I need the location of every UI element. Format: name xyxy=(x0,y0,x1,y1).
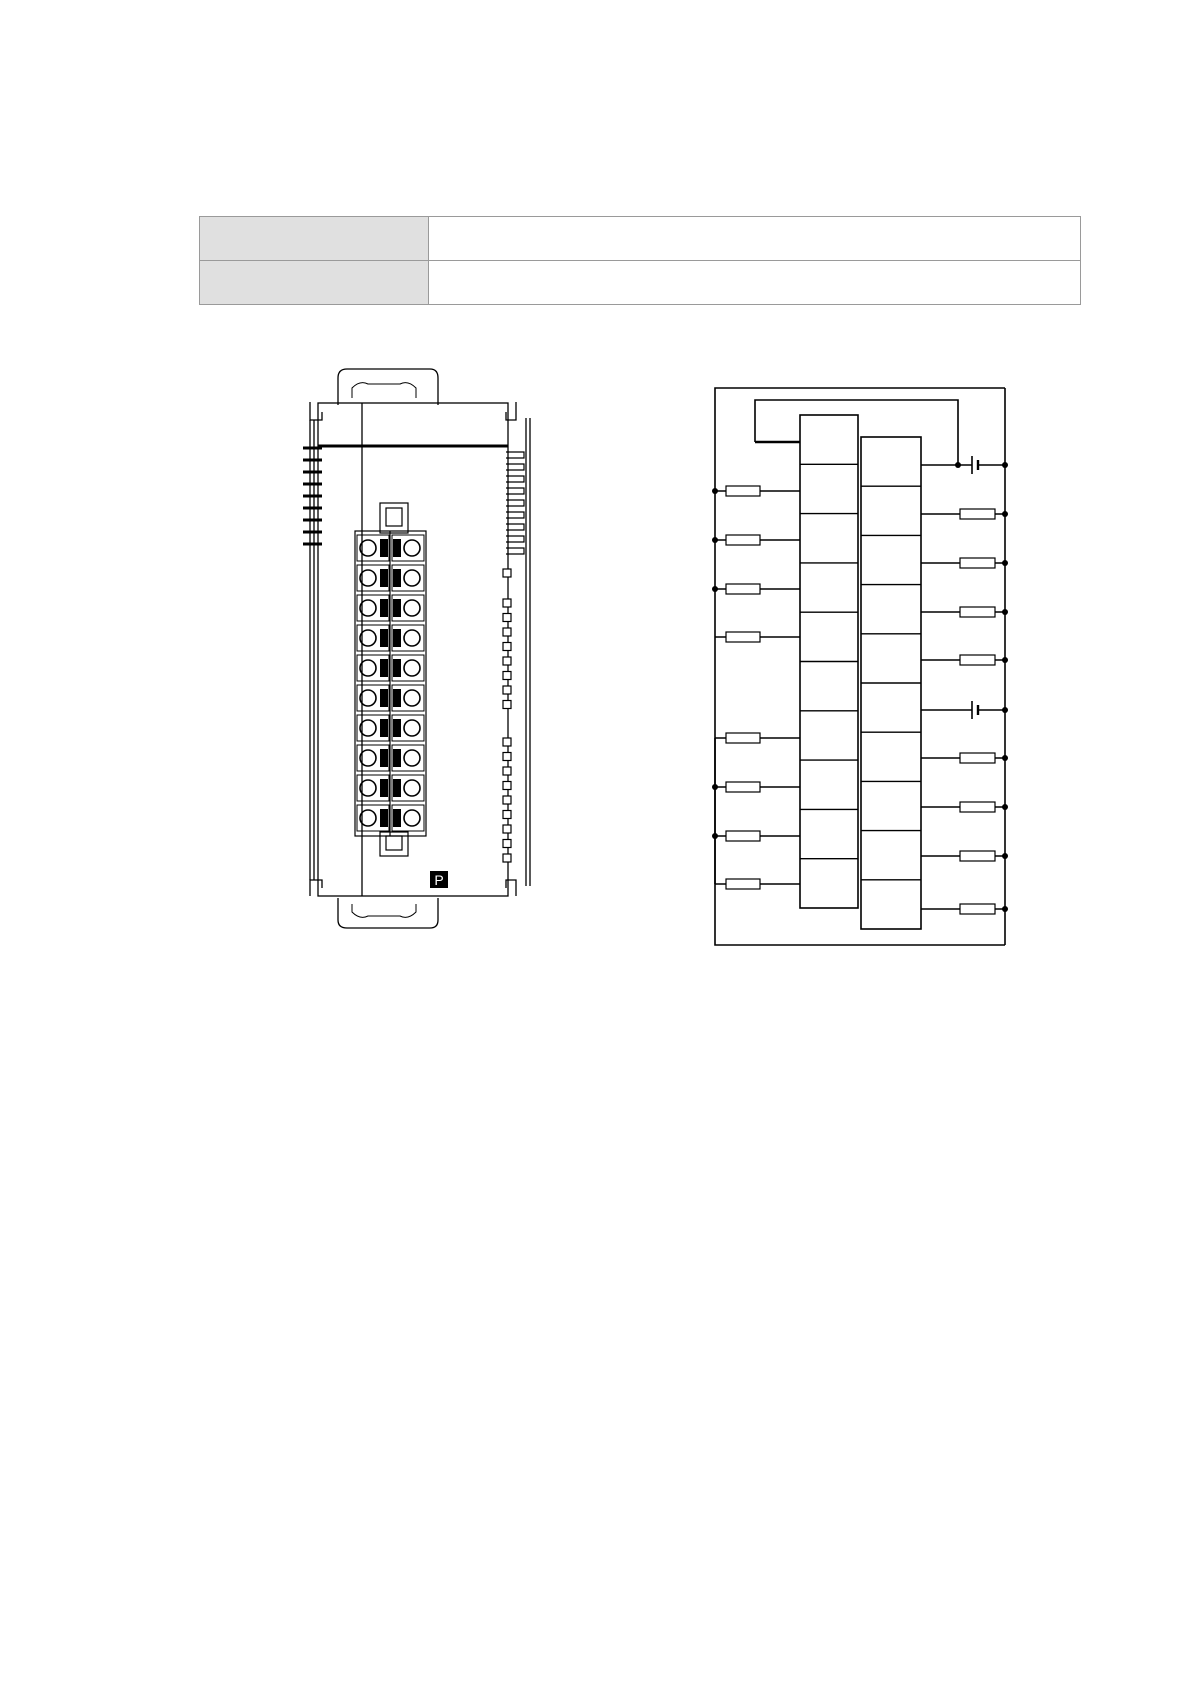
led-indicator xyxy=(503,738,511,746)
terminal-clamp xyxy=(393,689,401,707)
terminal-screw xyxy=(404,600,420,616)
led-indicator xyxy=(503,628,511,636)
right-vent-slot xyxy=(506,524,524,530)
terminal-screw xyxy=(404,690,420,706)
resistor xyxy=(960,753,995,763)
resistor xyxy=(726,535,760,545)
junction-dot xyxy=(1002,560,1008,566)
led-indicator xyxy=(503,825,511,833)
right-vent-slot xyxy=(506,548,524,554)
junction-dot xyxy=(1002,906,1008,912)
terminal-clamp xyxy=(380,629,388,647)
terminal-clamp xyxy=(393,659,401,677)
battery-symbols xyxy=(921,456,1008,719)
right-vent-slot xyxy=(506,488,524,494)
terminal-screw xyxy=(404,780,420,796)
spec-row-1-label xyxy=(200,217,429,261)
resistor xyxy=(960,607,995,617)
right-vent-slots xyxy=(506,452,524,554)
resistor xyxy=(960,509,995,519)
terminal-screw xyxy=(404,810,420,826)
resistor xyxy=(726,831,760,841)
led-indicator xyxy=(503,811,511,819)
terminal-clamp xyxy=(380,689,388,707)
resistor xyxy=(726,486,760,496)
module-drawing xyxy=(290,365,540,940)
terminal-clamp xyxy=(393,749,401,767)
junction-dot xyxy=(1002,511,1008,517)
resistor xyxy=(960,802,995,812)
right-vent-slot xyxy=(506,536,524,542)
terminal-clamp xyxy=(393,539,401,557)
terminal-screw xyxy=(404,630,420,646)
terminal-clamp xyxy=(380,749,388,767)
terminal-clamp xyxy=(380,599,388,617)
junction-dot xyxy=(1002,755,1008,761)
led-indicator xyxy=(503,854,511,862)
junction-dot xyxy=(955,462,961,468)
terminal-clamp xyxy=(393,629,401,647)
led-indicator xyxy=(503,753,511,761)
terminal-screw xyxy=(404,540,420,556)
terminal-clamp xyxy=(380,719,388,737)
terminal-column-1 xyxy=(800,464,858,858)
resistor xyxy=(726,632,760,642)
junction-dot xyxy=(712,537,718,543)
spec-row-2-label xyxy=(200,261,429,305)
terminal-screw xyxy=(404,720,420,736)
spec-row-1-value xyxy=(429,217,1081,261)
left-vent-slots xyxy=(303,448,322,544)
spec-row-1 xyxy=(200,217,1081,261)
terminal-clamp xyxy=(393,599,401,617)
terminal-clamp xyxy=(380,779,388,797)
terminal-clamp xyxy=(393,779,401,797)
junction-dot xyxy=(712,488,718,494)
label-plate-text: P xyxy=(434,872,444,888)
junction-dot xyxy=(1002,657,1008,663)
left-resistor-loads xyxy=(712,486,800,889)
wiring-diagram xyxy=(705,380,1015,950)
junction-dot xyxy=(712,586,718,592)
terminal-screw xyxy=(404,570,420,586)
resistor xyxy=(960,851,995,861)
led-indicator xyxy=(503,672,511,680)
spec-row-2 xyxy=(200,261,1081,305)
junction-dot xyxy=(1002,707,1008,713)
right-vent-slot xyxy=(506,500,524,506)
led-indicator xyxy=(503,782,511,790)
resistor xyxy=(726,782,760,792)
led-indicator-column xyxy=(503,569,511,862)
led-indicator xyxy=(503,701,511,709)
resistor xyxy=(726,879,760,889)
resistor xyxy=(960,655,995,665)
terminal-column-2 xyxy=(861,486,921,880)
junction-dot xyxy=(1002,462,1008,468)
led-indicator xyxy=(503,840,511,848)
led-indicator xyxy=(503,569,511,577)
junction-dot xyxy=(1002,609,1008,615)
right-vent-slot xyxy=(506,464,524,470)
spec-table xyxy=(199,216,1081,305)
terminal-clamp xyxy=(380,539,388,557)
led-indicator xyxy=(503,796,511,804)
terminal-screw xyxy=(404,660,420,676)
spec-row-2-value xyxy=(429,261,1081,305)
terminal-clamp xyxy=(380,569,388,587)
resistor xyxy=(960,558,995,568)
resistor xyxy=(960,904,995,914)
terminal-clamp xyxy=(393,569,401,587)
led-indicator xyxy=(503,614,511,622)
led-indicator xyxy=(503,599,511,607)
junction-dot xyxy=(1002,804,1008,810)
terminal-screw xyxy=(404,750,420,766)
terminal-clamp xyxy=(393,719,401,737)
terminal-clamp xyxy=(380,659,388,677)
right-vent-slot xyxy=(506,452,524,458)
junction-dot xyxy=(712,784,718,790)
led-indicator xyxy=(503,643,511,651)
resistor xyxy=(726,584,760,594)
terminal-clamp xyxy=(380,809,388,827)
led-indicator xyxy=(503,686,511,694)
junction-dot xyxy=(712,833,718,839)
led-indicator xyxy=(503,767,511,775)
resistor xyxy=(726,733,760,743)
terminal-clamp xyxy=(393,809,401,827)
junction-dot xyxy=(1002,853,1008,859)
right-vent-slot xyxy=(506,512,524,518)
right-vent-slot xyxy=(506,476,524,482)
right-resistor-loads xyxy=(921,509,1008,914)
led-indicator xyxy=(503,657,511,665)
